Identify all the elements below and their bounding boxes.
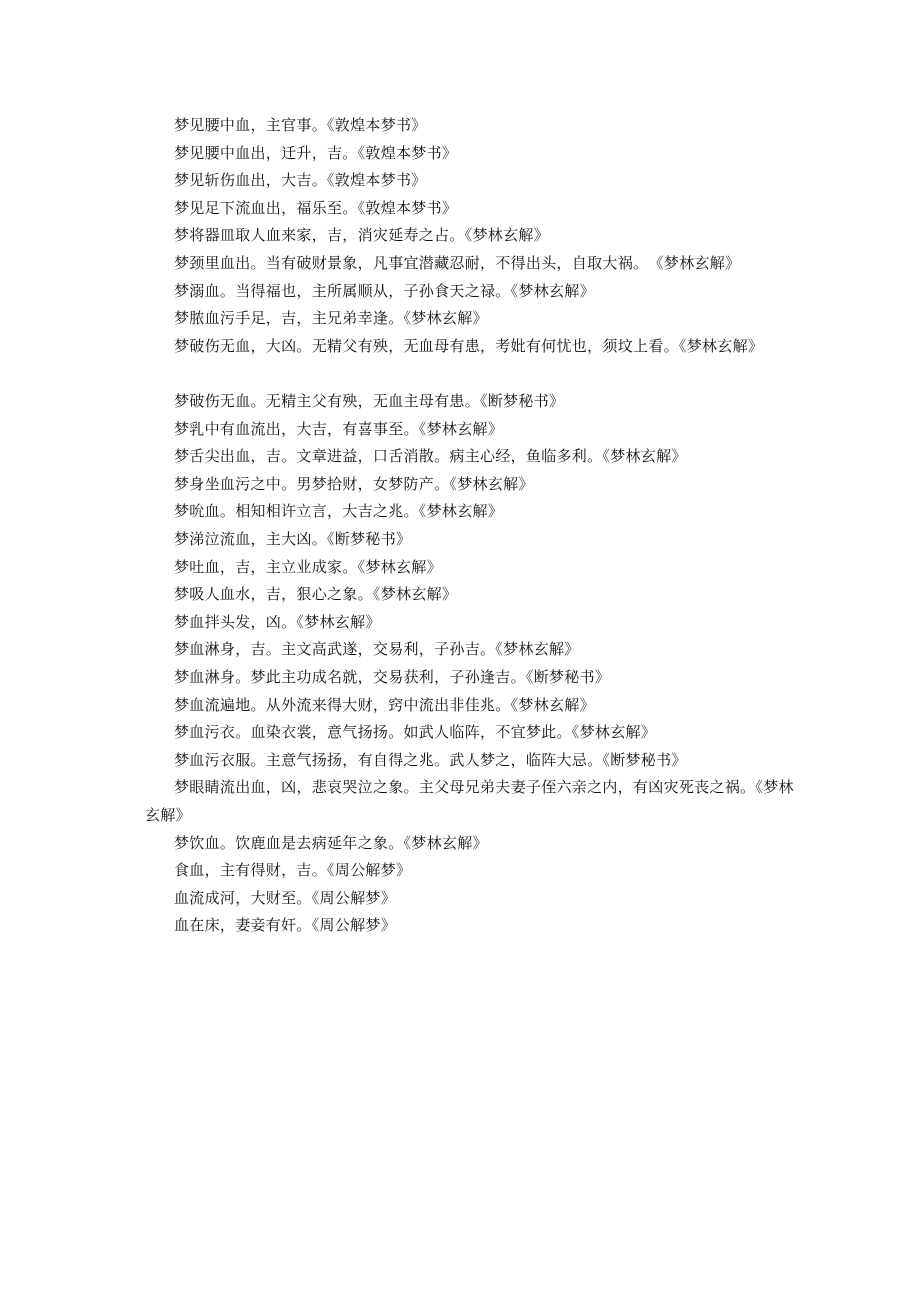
paragraph: 梦吸人血水，吉，狠心之象。《梦林玄解》: [174, 585, 458, 604]
paragraph: 梦见足下流血出，福乐至。《敦煌本梦书》: [174, 198, 458, 217]
paragraph: 梦血污衣服。主意气扬扬，有自得之兆。武人梦之，临阵大忌。《断梦秘书》: [174, 750, 687, 769]
paragraph: 梦血淋身。梦此主功成名就，交易获利，子孙逢吉。《断梦秘书》: [174, 667, 611, 686]
text-block-second: [145, 388, 805, 940]
paragraph: 食血，主有得财，吉。《周公解梦》: [174, 861, 412, 880]
paragraph: 梦见腰中血出，迁升，吉。《敦煌本梦书》: [174, 143, 458, 162]
paragraph: 梦血淋身，吉。主文高武遂，交易利，子孙吉。《梦林玄解》: [174, 640, 580, 659]
paragraph: 梦血污衣。血染衣裳，意气扬扬。如武人临阵，不宜梦此。《梦林玄解》: [174, 723, 657, 742]
paragraph: 梦涕泣流血，主大凶。《断梦秘书》: [174, 529, 412, 548]
paragraph: 梦身坐血污之中。男梦拾财，女梦防产。《梦林玄解》: [174, 474, 534, 493]
paragraph: 梦血拌头发，凶。《梦林玄解》: [174, 612, 381, 631]
paragraph: 梦乳中有血流出，大吉，有喜事至。《梦林玄解》: [174, 419, 504, 438]
paragraph: 梦见斩伤血出，大吉。《敦煌本梦书》: [174, 171, 427, 190]
text-block-first: [145, 112, 805, 360]
paragraph: 梦颈里血出。当有破财景象，凡事宜潜藏忍耐，不得出头，自取大祸。 《梦林玄解》: [174, 253, 741, 272]
paragraph: 梦破伤无血。无精主父有殃，无血主母有患。《断梦秘书》: [174, 392, 565, 410]
paragraph: 梦吐血，吉，主立业成家。《梦林玄解》: [174, 557, 442, 576]
paragraph: 梦见腰中血，主官事。《敦煌本梦书》: [174, 116, 427, 134]
paragraph: 梦破伤无血，大凶。无精父有殃，无血母有患，考妣有何忧也，须坟上看。《梦林玄解》: [174, 336, 764, 355]
paragraph: 梦舌尖出血，吉。文章进益，口舌消散。病主心经，鱼临多利。《梦林玄解》: [174, 447, 687, 466]
paragraph: 梦饮血。饮鹿血是去病延年之象。《梦林玄解》: [174, 833, 488, 852]
paragraph: 血流成河，大财至。《周公解梦》: [174, 888, 397, 907]
paragraph: 血在床，妻妾有奸。《周公解梦》: [174, 916, 397, 935]
paragraph: 梦将器皿取人血来家，吉，消灾延寿之占。《梦林玄解》: [174, 226, 550, 245]
paragraph: 梦溺血。当得福也，主所属顺从，子孙食天之禄。《梦林玄解》: [174, 281, 595, 300]
paragraph: 梦脓血污手足，吉，主兄弟幸逢。《梦林玄解》: [174, 309, 488, 328]
paragraph: 梦眼睛流出血，凶，悲哀哭泣之象。主父母兄弟夫妻子侄六亲之内，有凶灾死丧之祸。《梦林玄解》: [145, 778, 794, 824]
paragraph: 梦血流遍地。从外流来得大财，窍中流出非佳兆。《梦林玄解》: [174, 695, 595, 714]
paragraph: 梦吮血。相知相许立言，大吉之兆。《梦林玄解》: [174, 502, 504, 521]
